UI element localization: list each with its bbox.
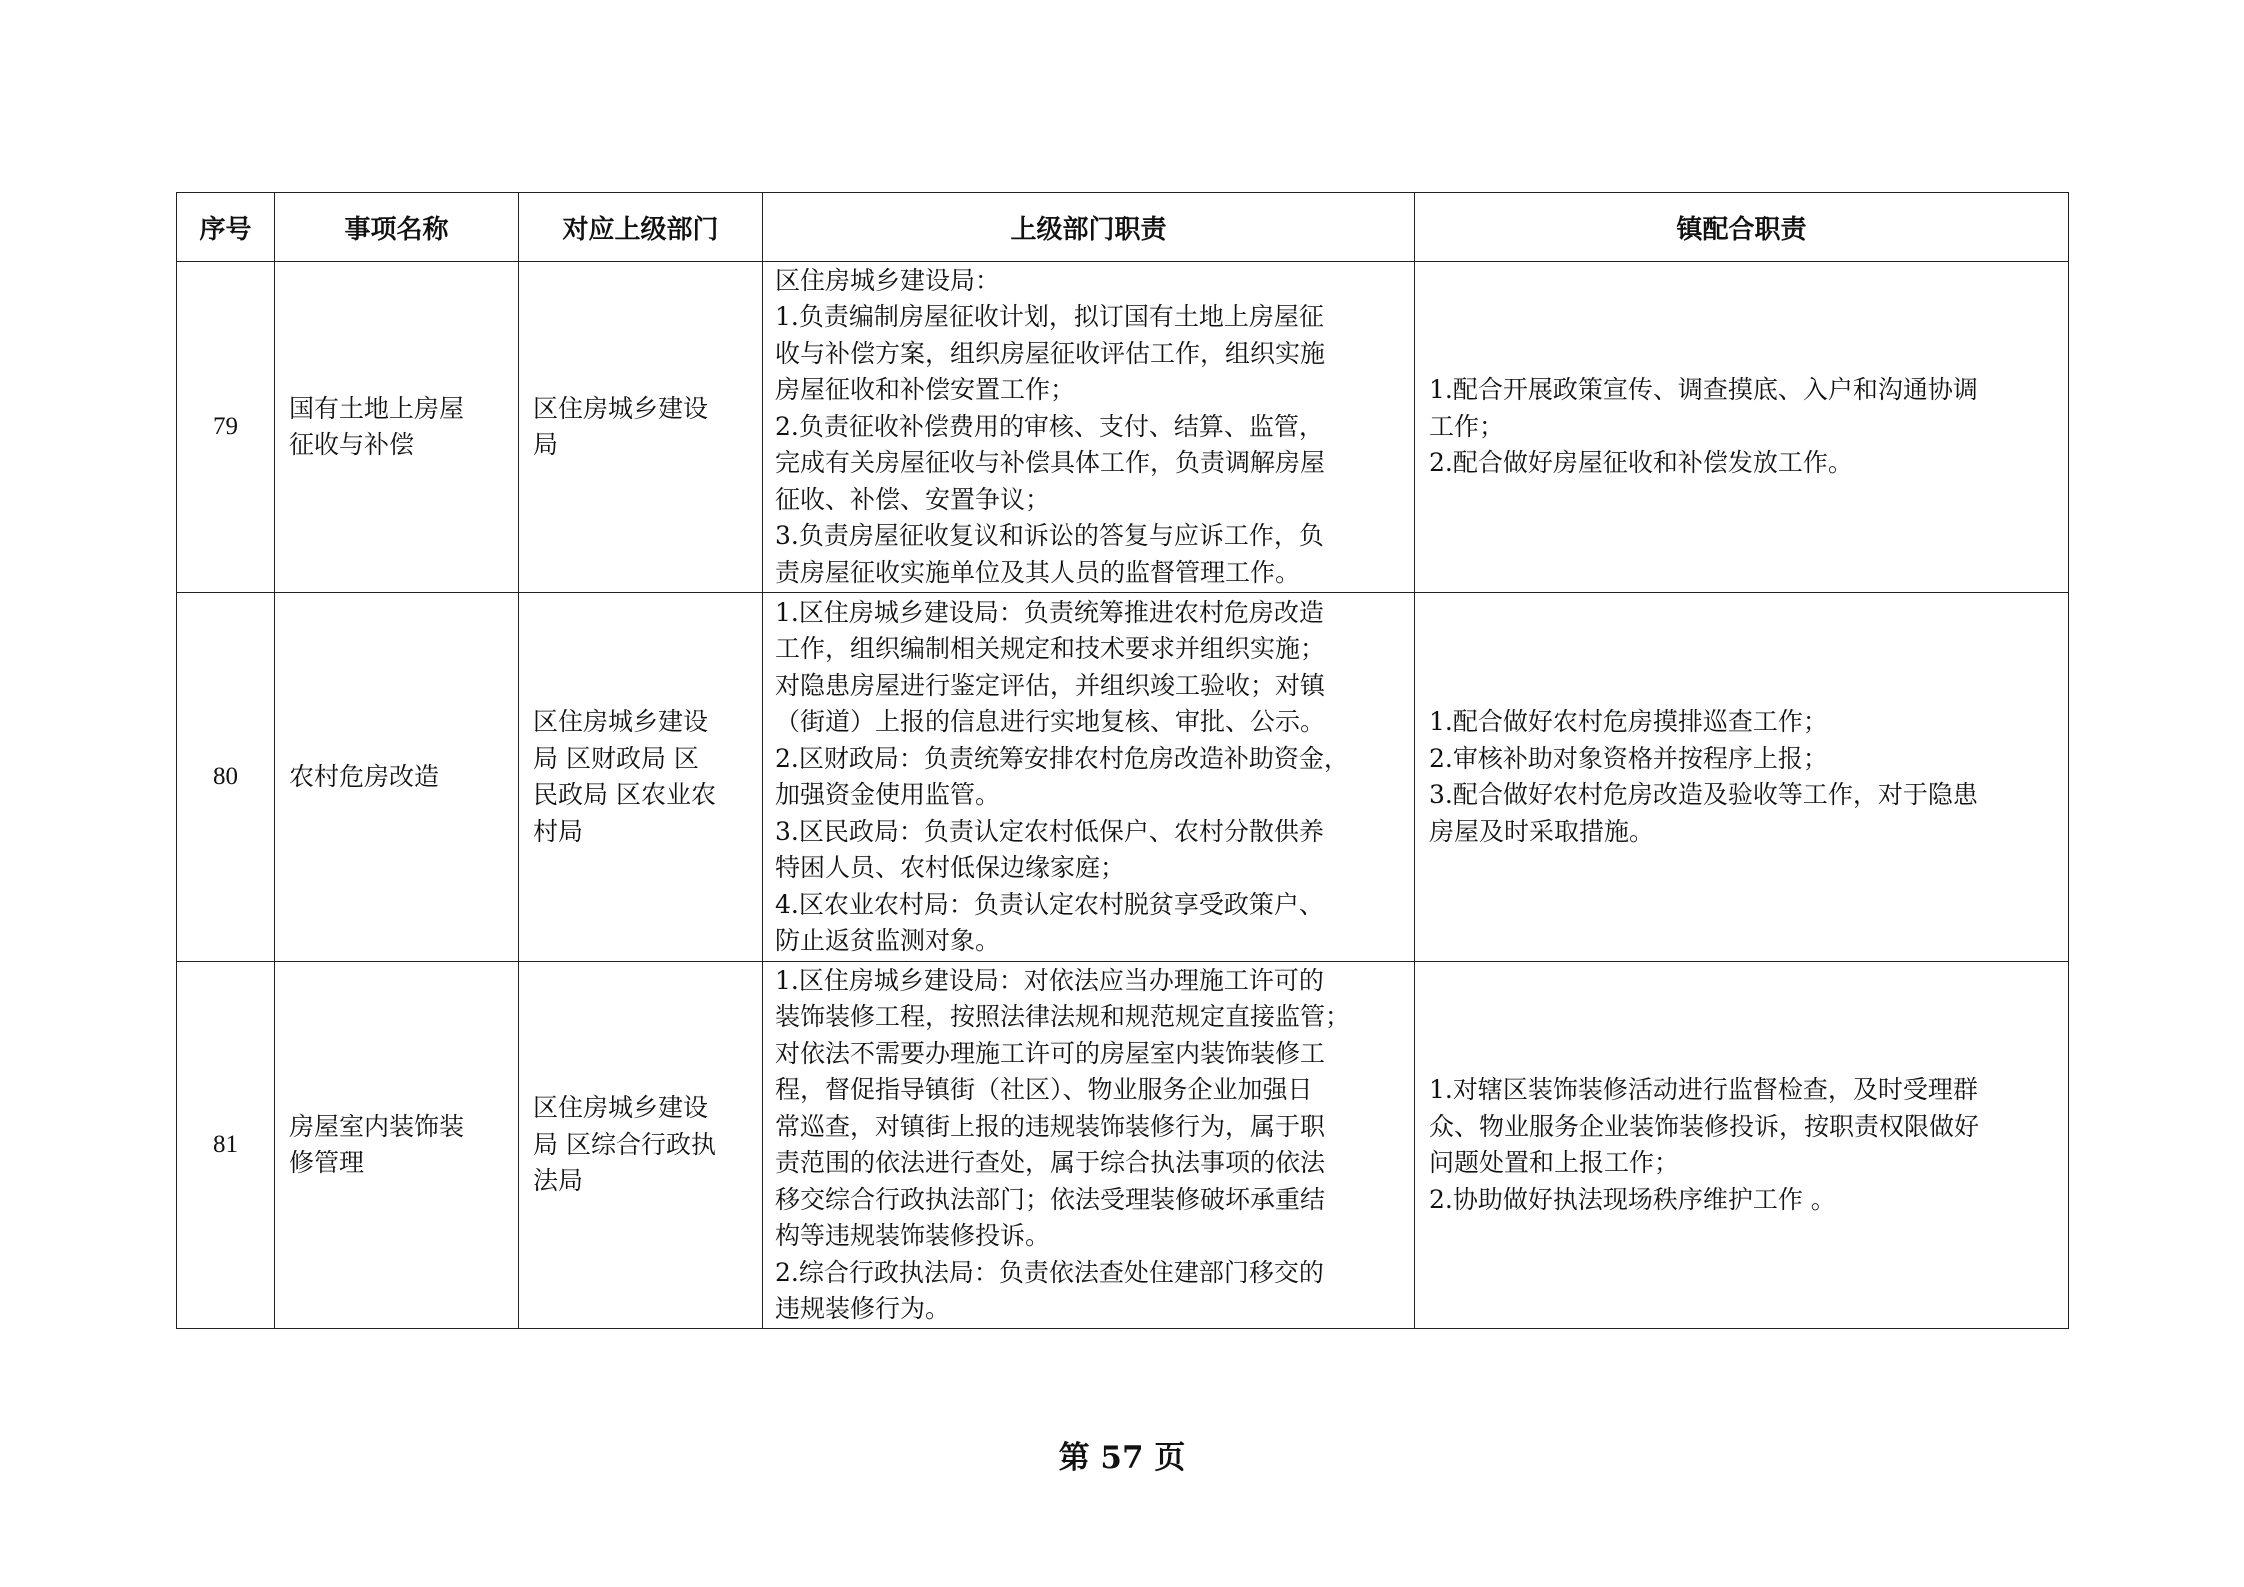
- item-name-line: 农村危房改造: [289, 761, 440, 791]
- item-name-cell: [275, 262, 519, 593]
- item-name-line: 国有土地上房屋: [289, 393, 465, 423]
- duty-line: 工作，组织编制相关规定和技术要求并组织实施；: [775, 634, 1326, 663]
- superior-duties-cell: [763, 962, 1415, 1329]
- duty-line: 装饰装修工程，按照法律法规和规范规定直接监管；: [775, 1002, 1351, 1031]
- town-duty-line: 1.对辖区装饰装修活动进行监督检查，及时受理群: [1429, 1075, 1978, 1104]
- dept-line: 局: [533, 430, 559, 459]
- duty-line: 加强资金使用监管。: [775, 780, 1001, 809]
- duty-line: 防止返贫监测对象。: [775, 926, 1001, 955]
- duty-line: 责房屋征收实施单位及其人员的监督管理工作。: [775, 557, 1301, 587]
- town-duty-line: 2.审核补助对象资格并按程序上报；: [1429, 743, 1828, 773]
- duty-line: 2.综合行政执法局：负责依法查处住建部门移交的: [775, 1257, 1324, 1287]
- dept-line: 村局: [533, 816, 584, 846]
- duty-line: 1.负责编制房屋征收计划，拟订国有土地上房屋征: [775, 302, 1324, 332]
- dept-line: 区住房城乡建设: [533, 707, 709, 736]
- duty-line: 构等违规装饰装修投诉。: [775, 1221, 1051, 1250]
- town-duties-cell: [1415, 262, 2069, 593]
- duty-line: 移交综合行政执法部门；依法受理装修破坏承重结: [775, 1184, 1326, 1214]
- town-duty-line: 问题处置和上报工作；: [1429, 1148, 1680, 1177]
- item-name-line: 房屋室内装饰装: [289, 1111, 465, 1141]
- duty-line: 常巡查，对镇街上报的违规装饰装修行为，属于职: [775, 1111, 1326, 1141]
- item-name-line: 修管理: [289, 1148, 365, 1177]
- header-superior-duties: 上级部门职责: [763, 193, 1415, 262]
- town-duties-cell: [1415, 593, 2069, 962]
- town-duty-line: 房屋及时采取措施。: [1429, 816, 1655, 846]
- row-number: 79: [177, 262, 275, 593]
- dept-line: 法局: [533, 1166, 584, 1196]
- responsibility-table: [176, 192, 2069, 1329]
- superior-duties-cell: [763, 593, 1415, 962]
- dept-line: 局 区综合行政执: [533, 1129, 716, 1159]
- town-duty-line: 1.配合开展政策宣传、调查摸底、入户和沟通协调: [1429, 375, 1978, 405]
- duty-line: 3.区民政局：负责认定农村低保户、农村分散供养: [775, 816, 1324, 846]
- town-duty-line: 2.配合做好房屋征收和补偿发放工作。: [1429, 448, 1853, 478]
- duty-line: 特困人员、农村低保边缘家庭；: [775, 853, 1126, 882]
- duty-line: 区住房城乡建设局：: [775, 265, 1001, 295]
- duty-line: 房屋征收和补偿安置工作；: [775, 375, 1076, 405]
- town-duty-line: 工作；: [1429, 411, 1505, 441]
- superior-duties-cell: [763, 262, 1415, 593]
- town-duty-line: 1.配合做好农村危房摸排巡查工作；: [1429, 707, 1828, 736]
- duty-line: 违规装修行为。: [775, 1294, 951, 1323]
- header-superior-dept: 对应上级部门: [519, 193, 763, 262]
- row-number: 80: [177, 593, 275, 962]
- duty-line: 对依法不需要办理施工许可的房屋室内装饰装修工: [775, 1038, 1326, 1068]
- page-number: 第 57 页: [1058, 1440, 1186, 1476]
- table-header-row: [177, 193, 2069, 262]
- duty-line: 2.区财政局：负责统筹安排农村危房改造补助资金，: [775, 743, 1349, 773]
- duty-line: 完成有关房屋征收与补偿具体工作，负责调解房屋: [775, 448, 1326, 478]
- table-row: [177, 262, 2069, 593]
- table-row: [177, 593, 2069, 962]
- duty-line: 1.区住房城乡建设局：对依法应当办理施工许可的: [775, 965, 1324, 995]
- dept-line: 区住房城乡建设: [533, 393, 709, 423]
- duty-line: 对隐患房屋进行鉴定评估，并组织竣工验收；对镇: [775, 670, 1326, 700]
- row-number: 81: [177, 962, 275, 1329]
- header-town-duties: 镇配合职责: [1415, 193, 2069, 262]
- dept-line: 局 区财政局 区: [533, 743, 699, 773]
- town-duty-line: 众、物业服务企业装饰装修投诉，按职责权限做好: [1429, 1111, 1980, 1141]
- superior-dept-cell: [519, 262, 763, 593]
- superior-dept-cell: [519, 962, 763, 1329]
- duty-line: 3.负责房屋征收复议和诉讼的答复与应诉工作，负: [775, 521, 1324, 551]
- duty-line: 收与补偿方案，组织房屋征收评估工作，组织实施: [775, 338, 1326, 368]
- duty-line: （街道）上报的信息进行实地复核、审批、公示。: [775, 707, 1326, 736]
- item-name-line: 征收与补偿: [289, 430, 415, 459]
- duty-line: 4.区农业农村局：负责认定农村脱贫享受政策户、: [775, 889, 1324, 919]
- table-row: [177, 962, 2069, 1329]
- town-duty-line: 2.协助做好执法现场秩序维护工作 。: [1429, 1184, 1836, 1214]
- duty-line: 1.区住房城乡建设局：负责统筹推进农村危房改造: [775, 597, 1324, 627]
- town-duties-cell: [1415, 962, 2069, 1329]
- item-name-cell: [275, 593, 519, 962]
- dept-line: 民政局 区农业农: [533, 780, 716, 809]
- duty-line: 2.负责征收补偿费用的审核、支付、结算、监管，: [775, 411, 1324, 441]
- dept-line: 区住房城乡建设: [533, 1093, 709, 1123]
- header-item-name: 事项名称: [275, 193, 519, 262]
- town-duty-line: 3.配合做好农村危房改造及验收等工作，对于隐患: [1429, 780, 1978, 809]
- superior-dept-cell: [519, 593, 763, 962]
- header-number: 序号: [177, 193, 275, 262]
- duty-line: 责范围的依法进行查处，属于综合执法事项的依法: [775, 1148, 1326, 1177]
- item-name-cell: [275, 962, 519, 1329]
- duty-line: 程，督促指导镇街（社区）、物业服务企业加强日: [775, 1075, 1313, 1104]
- duty-line: 征收、补偿、安置争议；: [775, 484, 1051, 514]
